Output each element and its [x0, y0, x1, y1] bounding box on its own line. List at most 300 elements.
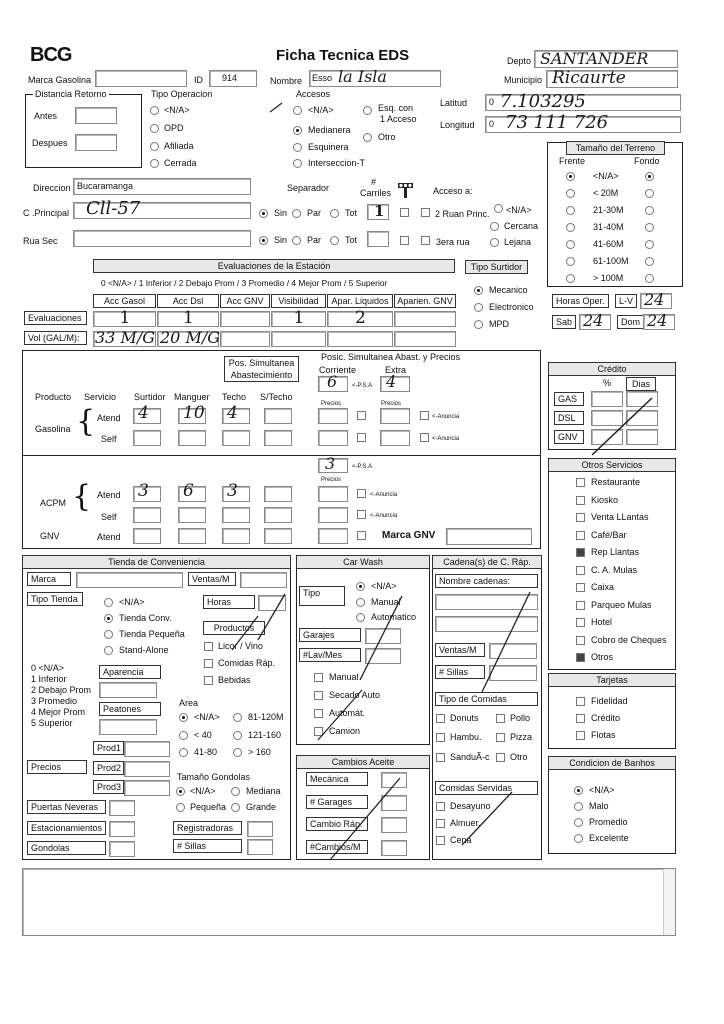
gasolina-precio-extra[interactable]: [380, 408, 410, 424]
extra-label: Extra: [385, 365, 407, 375]
carwash-check[interactable]: [314, 691, 323, 700]
area-radio[interactable]: [179, 713, 188, 722]
otros-label: Café/Bar: [591, 529, 627, 540]
tipo-op-afiliada-label: Afiliada: [164, 141, 194, 151]
surtidor-col: Surtidor: [134, 392, 166, 402]
rua-sec-field[interactable]: [73, 230, 251, 247]
gasolina-cell[interactable]: [264, 430, 292, 446]
area-label: 121-160: [248, 730, 282, 740]
surtidor-mpd-label: MPD: [489, 319, 509, 329]
servida-check[interactable]: [436, 802, 445, 811]
acceso-cercana-label: Cercana: [504, 221, 539, 231]
evaluaciones-title: Evaluaciones de la Estación: [93, 259, 455, 273]
accesos-1acceso-label: 1 Acceso: [380, 114, 417, 124]
carwash-na-radio[interactable]: [356, 582, 365, 591]
acpm-value: 6: [183, 481, 194, 501]
cadena-nombre-field-2[interactable]: [435, 616, 538, 632]
rua-sec-label: Rua Sec: [23, 236, 58, 246]
credito-pct-field[interactable]: [591, 391, 623, 407]
tienda-tipo-label: Stand-Alone: [119, 645, 169, 655]
gasolina-precio[interactable]: [318, 430, 348, 446]
peatones-field[interactable]: [99, 719, 157, 735]
tipo-op-afiliada-radio[interactable]: [150, 142, 159, 151]
vol-value-gasol: 33 M/G: [95, 328, 155, 347]
comida-label: Donuts: [450, 713, 479, 723]
cadena-nombre-field-1[interactable]: [435, 594, 538, 610]
gasolina-anuncia-check[interactable]: [420, 411, 429, 420]
acceso-lejana-radio[interactable]: [490, 238, 499, 247]
gondola-na-radio[interactable]: [176, 787, 185, 796]
credito-dias-field[interactable]: [626, 410, 658, 426]
gasolina-anuncia-label: <-Anuncia: [432, 414, 460, 420]
terreno-option-label: 21-30M: [593, 205, 624, 215]
gasolina-anuncia-check[interactable]: [420, 433, 429, 442]
tienda-tipo-label: <N/A>: [119, 597, 145, 607]
carwash-check-label: Automát.: [329, 708, 366, 718]
vol-field-5[interactable]: [394, 331, 456, 347]
cambios-label: Cambio Ráp.: [306, 817, 368, 831]
otros-check[interactable]: [576, 583, 585, 592]
tienda-tipo-radio[interactable]: [104, 614, 113, 623]
gnv-anuncia-check[interactable]: [357, 531, 366, 540]
terreno-frente-radio[interactable]: [566, 257, 575, 266]
banhos-radio[interactable]: [574, 834, 583, 843]
surtidor-electronico-radio[interactable]: [474, 303, 483, 312]
lav-mes-field[interactable]: [365, 648, 401, 664]
eval-col-5: Aparien. GNV: [394, 294, 456, 308]
tienda-horas-label: Horas: [203, 595, 255, 609]
accesos-esq-radio[interactable]: [363, 106, 372, 115]
tipo-op-opd-label: OPD: [164, 123, 184, 133]
gondola-grande-radio[interactable]: [231, 803, 240, 812]
id-value: 914: [222, 73, 238, 83]
terreno-option-label: <N/A>: [593, 171, 619, 181]
dos-ruan-label: 2 Ruan Princ.: [435, 209, 490, 219]
comida-check[interactable]: [496, 714, 505, 723]
otros-check[interactable]: [576, 618, 585, 627]
tienda-sillas-label: # Sillas: [173, 839, 242, 853]
acpm-self: Self: [101, 512, 117, 522]
precios-tienda-label: Precios: [27, 760, 87, 774]
cadena-ventas-field[interactable]: [489, 643, 537, 659]
tienda-scale-item: 2 Debajo Prom: [31, 685, 92, 695]
tipo-tienda-label: Tipo Tienda: [27, 592, 83, 606]
gasolina-cell[interactable]: [133, 430, 161, 446]
dos-ruan-check[interactable]: [421, 208, 430, 217]
terreno-fondo-radio[interactable]: [645, 172, 654, 181]
accesos-na-radio[interactable]: [293, 106, 302, 115]
tarjeta-label: Flotas: [591, 730, 616, 740]
cp-check[interactable]: [400, 208, 409, 217]
carriles-label: Carriles: [360, 188, 392, 198]
terreno-option-label: > 100M: [593, 273, 624, 283]
gasolina-cell[interactable]: [178, 430, 206, 446]
credito-dias: Dias: [626, 377, 656, 391]
gasolina-check[interactable]: [357, 411, 366, 420]
rs-sin-radio[interactable]: [259, 236, 268, 245]
estacionamientos-label: Estacionamientos: [27, 821, 106, 835]
banhos-label: Excelente: [589, 833, 629, 843]
accesos-otro-label: Otro: [378, 132, 396, 142]
surtidor-mecanico-radio[interactable]: [474, 286, 483, 295]
carwash-manual-label: Manual: [371, 597, 401, 607]
banhos-radio[interactable]: [574, 802, 583, 811]
tercera-rua-check[interactable]: [421, 236, 430, 245]
acpm-precio[interactable]: [318, 486, 348, 502]
otros-label: Venta LLantas: [591, 512, 649, 522]
tienda-sillas-field[interactable]: [247, 839, 273, 855]
tienda-scale-item: 0 <N/A>: [31, 663, 65, 673]
accesos-medianera-radio[interactable]: [293, 126, 302, 135]
acpm-cell[interactable]: [264, 486, 292, 502]
gondolas-field[interactable]: [109, 841, 135, 857]
cp-sin-radio[interactable]: [259, 209, 268, 218]
aparencia-label: Aparencia: [99, 665, 161, 679]
direccion-value: Bucaramanga: [77, 181, 134, 191]
terreno-frente-radio[interactable]: [566, 206, 575, 215]
notes-scrollbar[interactable]: [663, 869, 675, 935]
dom-label: Dom: [617, 315, 644, 329]
aparencia-field[interactable]: [99, 682, 157, 698]
eval-value-0: 1: [119, 308, 131, 328]
tienda-marca-label: Marca: [27, 572, 71, 586]
terreno-fondo-radio[interactable]: [645, 223, 654, 232]
acceso-cercana-radio[interactable]: [490, 222, 499, 231]
productos-divider: [22, 455, 541, 456]
terreno-fondo-radio[interactable]: [645, 240, 654, 249]
prod2-field[interactable]: [124, 761, 170, 777]
terreno-frente-radio[interactable]: [566, 172, 575, 181]
area-label: > 160: [248, 747, 271, 757]
gnv-manguer[interactable]: [178, 528, 206, 544]
eval-field-5[interactable]: [394, 311, 456, 327]
carwash-check[interactable]: [314, 673, 323, 682]
cambios-field[interactable]: [381, 840, 407, 856]
gondola-mediana-label: Mediana: [246, 786, 281, 796]
latitud-prefix: 0: [489, 97, 495, 107]
notes-textarea[interactable]: [22, 868, 676, 936]
terreno-frente-radio[interactable]: [566, 223, 575, 232]
tienda-marca-field[interactable]: [76, 572, 183, 588]
marca-gasolina-field[interactable]: [95, 70, 187, 87]
tienda-product-check[interactable]: [204, 642, 213, 651]
terreno-fondo-radio[interactable]: [645, 189, 654, 198]
credito-dias-field[interactable]: [626, 391, 658, 407]
accesos-interseccion-radio[interactable]: [293, 159, 302, 168]
acpm-cell[interactable]: [222, 507, 250, 523]
banhos-label: Promedio: [589, 817, 628, 827]
otros-label: Hotel: [591, 617, 613, 627]
latitud-label: Latitud: [440, 98, 468, 108]
dom-value: 24: [647, 311, 668, 330]
otros-check[interactable]: [576, 601, 585, 610]
banhos-radio[interactable]: [574, 818, 583, 827]
gondola-pequena-radio[interactable]: [176, 803, 185, 812]
cadena-sillas-field[interactable]: [489, 665, 537, 681]
direccion-label: Direccion: [33, 183, 71, 193]
despues-field[interactable]: [75, 134, 117, 151]
comida-check[interactable]: [436, 733, 445, 742]
cambios-label: # Garages: [306, 795, 368, 809]
tienda-scale-item: 5 Superior: [31, 718, 73, 728]
prod1-label: Prod1: [93, 741, 124, 755]
municipio-label: Municipio: [504, 75, 543, 85]
area-label: 41-80: [194, 747, 218, 757]
cadena-nombre-label: Nombre cadenas:: [435, 574, 538, 588]
credito-pct-field[interactable]: [591, 410, 623, 426]
prod1-field[interactable]: [124, 741, 170, 757]
area-label: Area: [179, 698, 199, 708]
gnv-precio[interactable]: [318, 528, 348, 544]
otros-check[interactable]: [576, 531, 585, 540]
nombre-value: la Isla: [338, 67, 387, 86]
acceso-na-label: <N/A>: [506, 205, 532, 215]
gasolina-cell[interactable]: [222, 430, 250, 446]
terreno-frente-radio[interactable]: [566, 274, 575, 283]
vol-field-2[interactable]: [220, 331, 270, 347]
rs-tot-radio[interactable]: [330, 236, 339, 245]
tienda-tipo-radio[interactable]: [104, 646, 113, 655]
precios-label-3: Precios: [321, 477, 342, 483]
carriles-hash: #: [371, 177, 377, 187]
terreno-fondo-radio[interactable]: [645, 274, 654, 283]
comida-check[interactable]: [496, 753, 505, 762]
area-radio[interactable]: [233, 731, 242, 740]
gnv-techo[interactable]: [222, 528, 250, 544]
tipo-op-cerrada-radio[interactable]: [150, 159, 159, 168]
cp-tot-radio[interactable]: [330, 209, 339, 218]
tipo-op-cerrada-label: Cerrada: [164, 158, 197, 168]
carwash-na-label: <N/A>: [371, 581, 397, 591]
accesos-esquinera-radio[interactable]: [293, 143, 302, 152]
gasolina-self: Self: [101, 434, 117, 444]
gnv-atend: Atend: [97, 532, 121, 542]
acpm-anuncia-label: <-Anuncia: [370, 492, 398, 498]
gnv-surtidor[interactable]: [133, 528, 161, 544]
tienda-product-check[interactable]: [204, 676, 213, 685]
otros-label: Restaurante: [591, 477, 641, 487]
rs-tot-label: Tot: [345, 235, 358, 245]
tarjeta-check[interactable]: [576, 731, 585, 740]
comida-check[interactable]: [496, 733, 505, 742]
marca-gnv-field[interactable]: [446, 528, 532, 545]
vol-field-4[interactable]: [327, 331, 393, 347]
credito-pct: %: [603, 378, 612, 388]
carwash-tipo-label: Tipo: [299, 586, 345, 606]
credito-title: Crédito: [548, 362, 676, 376]
tienda-horas-field[interactable]: [258, 595, 286, 611]
tienda-scale-item: 3 Promedio: [31, 696, 78, 706]
sab-value: 24: [583, 311, 604, 330]
evaluaciones-row-label: Evaluaciones: [24, 311, 87, 325]
page-title: Ficha Tecnica EDS: [276, 47, 410, 64]
comida-label: Pollo: [510, 713, 531, 723]
otros-check[interactable]: [576, 653, 585, 662]
terreno-fondo-radio[interactable]: [645, 206, 654, 215]
carwash-manual-radio[interactable]: [356, 598, 365, 607]
terreno-frente-radio[interactable]: [566, 240, 575, 249]
comida-check[interactable]: [436, 753, 445, 762]
credito-pct-field[interactable]: [591, 429, 623, 445]
vol-label: Vol (GAL/M):: [24, 331, 87, 345]
tienda-tipo-radio[interactable]: [104, 630, 113, 639]
prod3-label: Prod3: [93, 780, 124, 794]
tienda-tipo-radio[interactable]: [104, 598, 113, 607]
tienda-product-label: Bebidas: [218, 675, 251, 685]
sab-label: Sab: [552, 315, 576, 329]
otros-check[interactable]: [576, 478, 585, 487]
area-radio[interactable]: [179, 731, 188, 740]
nombre-label: Nombre: [270, 76, 303, 86]
rs-par-radio[interactable]: [292, 236, 301, 245]
tarjeta-check[interactable]: [576, 697, 585, 706]
cambios-title: Cambios Aceite: [296, 755, 430, 769]
acpm-brace: {: [72, 479, 92, 514]
acceso-lejana-label: Lejana: [504, 237, 532, 247]
acpm-value: 3: [227, 481, 238, 501]
cp-par-radio[interactable]: [292, 209, 301, 218]
area-radio[interactable]: [179, 748, 188, 757]
surtidor-mpd-radio[interactable]: [474, 320, 483, 329]
tipo-op-opd-radio[interactable]: [150, 124, 159, 133]
accesos-otro-radio[interactable]: [363, 133, 372, 142]
servida-label: Almuer.: [450, 818, 481, 828]
servida-label: Desayuno: [450, 801, 491, 811]
registradoras-label: Registradoras: [173, 821, 242, 835]
gasolina-label: Gasolina: [35, 424, 71, 434]
carwash-auto-radio[interactable]: [356, 613, 365, 622]
longitud-label: Longitud: [440, 120, 475, 130]
gondola-mediana-radio[interactable]: [231, 787, 240, 796]
gasolina-value: 4: [227, 403, 238, 423]
servida-check[interactable]: [436, 819, 445, 828]
eval-field-2[interactable]: [220, 311, 270, 327]
tarjeta-check[interactable]: [576, 714, 585, 723]
tamano-gondolas-label: Tamaño Gondolas: [177, 772, 251, 782]
gasolina-value: 10: [183, 403, 205, 423]
gasolina-precio[interactable]: [318, 408, 348, 424]
acpm-cell[interactable]: [264, 507, 292, 523]
vol-field-3[interactable]: [271, 331, 326, 347]
otros-check[interactable]: [576, 496, 585, 505]
registradoras-field[interactable]: [247, 821, 273, 837]
otros-check[interactable]: [576, 513, 585, 522]
cambios-field[interactable]: [381, 772, 407, 788]
gasolina-precio-extra[interactable]: [380, 430, 410, 446]
servida-label: Cena: [450, 835, 472, 845]
rs-check[interactable]: [400, 236, 409, 245]
tarjetas-title: Tarjetas: [548, 673, 676, 687]
gnv-stecho[interactable]: [264, 528, 292, 544]
otros-check[interactable]: [576, 566, 585, 575]
gasolina-cell[interactable]: [264, 408, 292, 424]
comida-check[interactable]: [436, 714, 445, 723]
otros-label: Kiosko: [591, 494, 619, 505]
carwash-check[interactable]: [314, 709, 323, 718]
separador-label: Separador: [287, 183, 330, 193]
productos-button[interactable]: Productos: [203, 621, 265, 635]
eval-col-4: Apar. Liquidos: [327, 294, 393, 308]
vol-value-dsl: 20 M/G: [160, 328, 220, 347]
terreno-frente-radio[interactable]: [566, 189, 575, 198]
longitud-prefix: 0: [489, 119, 495, 129]
servicio-col: Servicio: [84, 392, 117, 402]
acpm-label: ACPM: [40, 498, 67, 508]
banhos-radio[interactable]: [574, 786, 583, 795]
posic-precios-label: Posic. Simultanea Abast. y Precios: [321, 352, 461, 362]
otros-label: Parqueo Mulas: [591, 599, 652, 610]
cp-par-label: Par: [307, 208, 322, 218]
garajes-label: Garajes: [299, 628, 361, 642]
precios-label-1: Precios: [321, 401, 342, 407]
puertas-field[interactable]: [109, 800, 135, 816]
acpm-cell[interactable]: [133, 507, 161, 523]
acpm-check[interactable]: [357, 489, 366, 498]
otros-check[interactable]: [576, 636, 585, 645]
antes-label: Antes: [34, 111, 58, 121]
acpm-cell[interactable]: [178, 507, 206, 523]
c-principal-value: Cll-57: [86, 198, 141, 219]
credito-dias-field[interactable]: [626, 429, 658, 445]
gondola-pequena-label: Pequeña: [190, 802, 227, 812]
terreno-title: Tamaño del Terreno: [566, 141, 665, 155]
evaluaciones-scale: 0 <N/A> / 1 Inferior / 2 Debajo Prom / 3 Promedio / 4 Mejor Prom / 5 Superior: [101, 278, 388, 288]
municipio-value: Ricaurte: [552, 68, 626, 88]
estacionamientos-field[interactable]: [109, 821, 135, 837]
servida-check[interactable]: [436, 836, 445, 845]
terreno-option-label: 41-60M: [593, 239, 624, 249]
tienda-ventas-label: Ventas/M: [188, 572, 236, 586]
tienda-ventas-field[interactable]: [240, 572, 287, 588]
tipo-surtidor-title: Tipo Surtidor: [465, 260, 528, 274]
producto-col: Producto: [35, 392, 72, 402]
area-radio[interactable]: [233, 748, 242, 757]
peatones-label: Peatones: [99, 702, 161, 716]
depto-label: Depto: [507, 56, 532, 66]
gasolina-anuncia-label: <-Anuncia: [432, 436, 460, 442]
credito-row-label: DSL: [554, 411, 584, 425]
corriente-psa: <-P.S.A: [352, 383, 373, 389]
terreno-fondo-radio[interactable]: [645, 257, 654, 266]
cambios-field[interactable]: [381, 817, 407, 833]
prod3-field[interactable]: [124, 780, 170, 796]
tarjeta-label: Fidelidad: [591, 696, 628, 706]
puertas-label: Puertas Neveras: [27, 800, 106, 814]
credito-row-label: GAS: [554, 392, 584, 406]
carwash-title: Car Wash: [296, 555, 430, 569]
surtidor-electronico-label: Electronico: [489, 302, 534, 312]
gasolina-check[interactable]: [357, 433, 366, 442]
tipo-op-na-radio[interactable]: [150, 106, 159, 115]
precios-label-2: Precios: [381, 401, 402, 407]
antes-field[interactable]: [75, 107, 117, 124]
area-radio[interactable]: [233, 713, 242, 722]
acceso-na-radio[interactable]: [494, 204, 503, 213]
banhos-label: Malo: [589, 801, 609, 811]
cambios-field[interactable]: [381, 795, 407, 811]
otros-label: Otros: [591, 652, 614, 662]
acpm-precio[interactable]: [318, 507, 348, 523]
acpm-check[interactable]: [357, 510, 366, 519]
carwash-check[interactable]: [314, 727, 323, 736]
eval-col-3: Visibilidad: [271, 294, 326, 308]
rs-carriles-field[interactable]: [367, 231, 389, 247]
comidas-servidas-label: Comidas Servidas: [435, 781, 538, 795]
garajes-field[interactable]: [365, 628, 401, 644]
tienda-product-check[interactable]: [204, 659, 213, 668]
otros-check[interactable]: [576, 548, 585, 557]
tienda-tipo-label: Tienda Conv.: [119, 613, 172, 623]
